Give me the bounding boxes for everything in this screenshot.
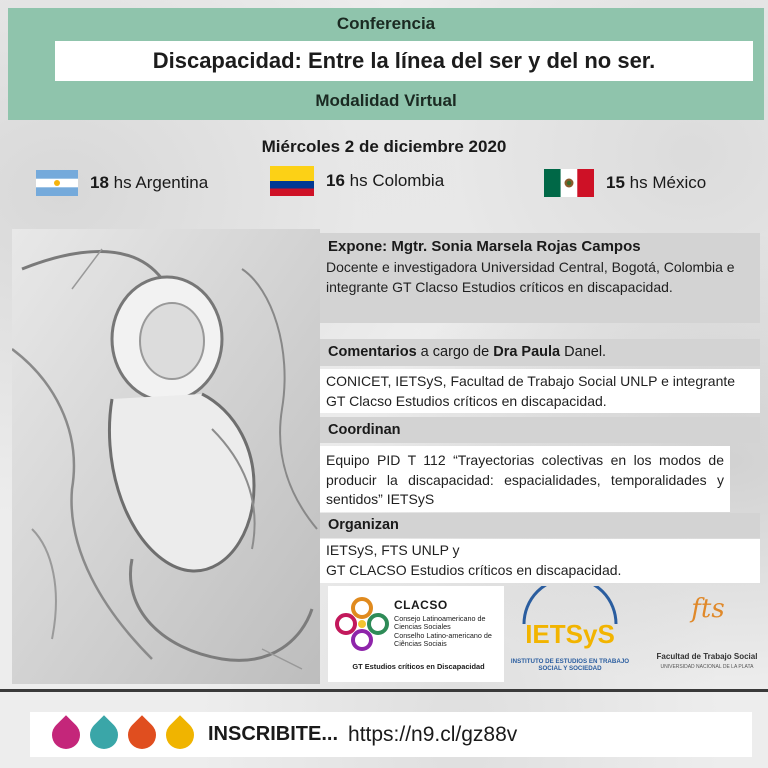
commentator-surname: Danel. [560, 344, 607, 360]
organize-line-1: IETSyS, FTS UNLP y [326, 542, 460, 558]
organize-header [320, 513, 760, 538]
timezone-mexico-label [606, 173, 706, 193]
timezone-colombia-hour: 16 [326, 171, 345, 190]
timezone-argentina-hour: 18 [90, 173, 109, 192]
ietsys-subtitle: INSTITUTO DE ESTUDIOS EN TRABAJO SOCIAL Y SOCIEDAD [510, 658, 630, 673]
footer-divider [0, 689, 768, 692]
modality-label: Modalidad Virtual [315, 91, 457, 110]
argentina-flag-icon [36, 170, 78, 196]
commentator-name: Dra Paula [493, 344, 561, 360]
clacso-subtitle-es: Consejo Latinoamericano de Ciencias Sociales [394, 614, 486, 632]
timezone-argentina-label [90, 173, 208, 193]
coordinate-text: Equipo PID T 112 “Trayectorias colectivas en los modos de producir la discapacidad: espacialidades, temporalidades y sentidos” IETSyS [326, 452, 724, 507]
comments-title [320, 339, 760, 365]
timezone-argentina-text: hs Argentina [113, 173, 209, 192]
comments-header [320, 339, 760, 366]
organize-title: Organizan [328, 517, 399, 533]
timezone-mexico-hour: 15 [606, 173, 625, 192]
coordinate-title: Coordinan [328, 422, 401, 438]
magenta-drop-icon [46, 715, 86, 755]
clacso-subtitle [394, 615, 502, 649]
clacso-gt-label: GT Estudios críticos en Discapacidad [352, 662, 485, 671]
mexico-flag-icon [544, 169, 594, 197]
timezone-mexico [544, 169, 706, 197]
orange-drop-icon [122, 715, 162, 755]
coordinate-header [320, 417, 760, 443]
clacso-logo [328, 586, 504, 682]
event-date: Miércoles 2 de diciembre 2020 [261, 137, 507, 156]
fts-name: Facultad de Trabajo Social [656, 652, 758, 661]
speaker-section [320, 233, 760, 323]
header-banner [8, 8, 764, 120]
organizer-logos [328, 586, 764, 682]
ietsys-logo [510, 586, 630, 682]
event-type-label: Conferencia [336, 14, 436, 33]
speaker-name: Expone: Mgtr. Sonia Marsela Rojas Campos [328, 238, 641, 255]
yellow-drop-icon [160, 715, 200, 755]
coordinate-body [320, 446, 730, 512]
comments-body [320, 369, 760, 413]
timezone-argentina [36, 170, 208, 196]
fts-university: UNIVERSIDAD NACIONAL DE LA PLATA [660, 664, 754, 670]
organize-body [320, 539, 760, 583]
clacso-subtitle-pt: Conselho Latino-americano de Ciências Sociais [394, 630, 492, 649]
event-title: Discapacidad: Entre la línea del ser y del no ser. [55, 41, 753, 81]
colombia-flag-icon [270, 166, 314, 196]
fts-logo [650, 586, 764, 682]
decorative-drops [52, 721, 194, 749]
comments-text: CONICET, IETSyS, Facultad de Trabajo Social UNLP e integrante GT Clacso Estudios críticos en discapacidad. [326, 373, 736, 409]
registration-bar [30, 712, 752, 757]
register-cta: INSCRIBITE... [208, 723, 339, 745]
abstract-figure-artwork [12, 229, 320, 684]
clacso-emblem-icon [334, 596, 390, 652]
artwork-panel [12, 229, 320, 684]
teal-drop-icon [84, 715, 124, 755]
timezone-mexico-text: hs México [629, 173, 707, 192]
fts-mark: fts [691, 594, 725, 624]
organize-line-2: GT CLACSO Estudios críticos en discapacidad. [326, 561, 622, 578]
clacso-title: CLACSO [394, 598, 448, 612]
registration-link[interactable]: https://n9.cl/gz88v [348, 722, 518, 746]
speaker-bio: Docente e investigadora Universidad Central, Bogotá, Colombia e integrante GT Clacso Estudios críticos en discapacidad. [326, 259, 735, 295]
timezone-colombia [270, 166, 444, 196]
comments-label: Comentarios [328, 344, 417, 360]
comments-connector: a cargo de [416, 344, 494, 360]
timezone-colombia-text: hs Colombia [349, 171, 445, 190]
ietsys-wordmark: IETSyS [525, 619, 615, 649]
timezone-colombia-label [326, 171, 444, 191]
